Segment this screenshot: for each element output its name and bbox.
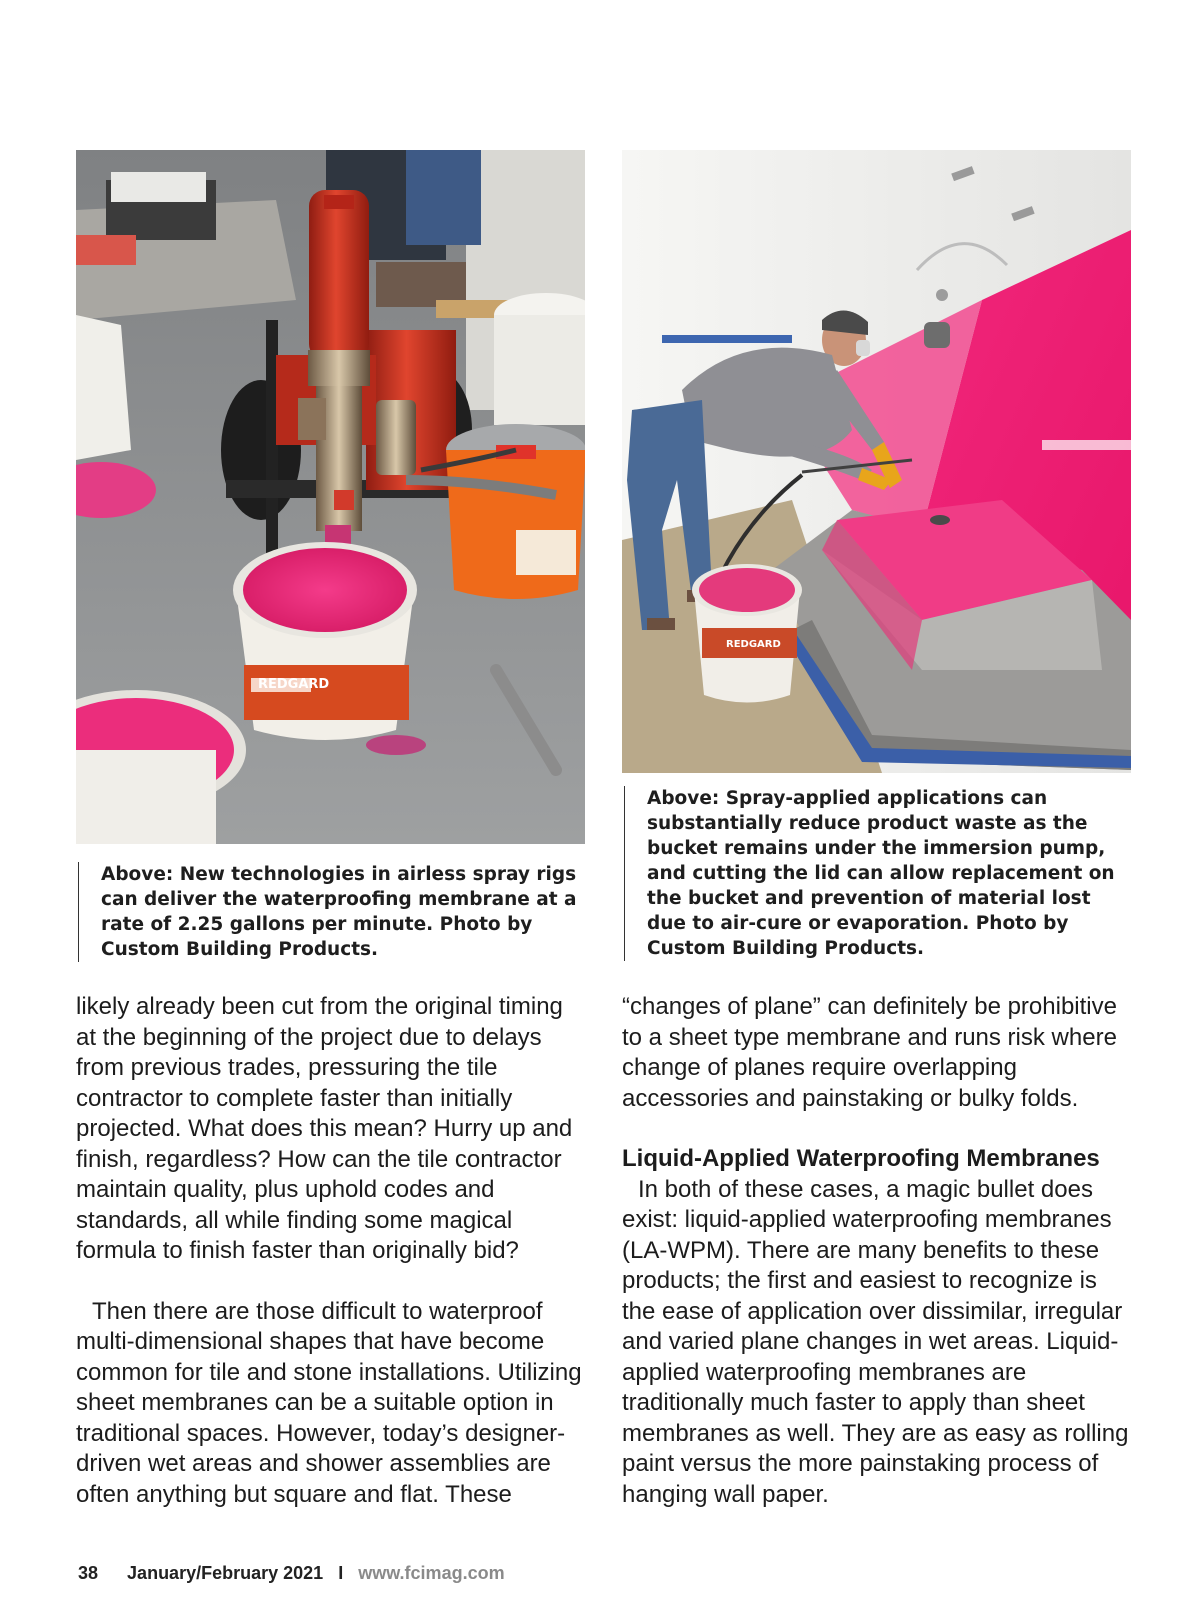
section-heading: Liquid-Applied Waterproofing Membranes xyxy=(622,1145,1100,1172)
website-link[interactable]: www.fcimag.com xyxy=(358,1563,505,1583)
footer-separator: I xyxy=(338,1563,344,1583)
body-paragraph: Then there are those difficult to waterproof multi-dimensional shapes that have become common for tile and stone installations. Utilizing sheet membranes can be a suitable option in traditional spaces. However, today’s designer-driven wet areas and shower assemblies are often anything but square and flat. These xyxy=(76,1297,582,1508)
photo-caption-left: Above: New technologies in airless spray rigs can deliver the waterproofing membrane at a rate of 2.25 gallons per minute. Photo by Custom Building Products. xyxy=(78,862,588,962)
body-column-right xyxy=(622,992,1134,1510)
body-paragraph: In both of these cases, a magic bullet does exist: liquid-applied waterproofing membranes (LA-WPM). There are many benefits to these products; the first and easiest to recognize is the ease of application over dissimilar, irregular and varied plane changes in wet areas. Liquid-applied waterproofing membranes are traditionally much faster to apply than sheet membranes as well. They are as easy as rolling paint versus the more painstaking process of hanging wall paper. xyxy=(622,1175,1129,1508)
body-paragraph: likely already been cut from the original timing at the beginning of the project due to delays from previous trades, pressuring the tile contractor to complete faster than initially projected. What does this mean? Hurry up and finish, regardless? How can the tile contractor maintain quality, plus uphold codes and standards, all while finding some magical formula to finish faster than originally bid? xyxy=(76,993,573,1264)
body-paragraph: “changes of plane” can definitely be prohibitive to a sheet type membrane and runs risk where change of planes require overlapping accessories and painstaking or bulky folds. xyxy=(622,993,1117,1112)
shower-spray-photo xyxy=(622,150,1131,773)
photo-caption-right: Above: Spray-applied applications can substantially reduce product waste as the bucket remains under the immersion pump, and cutting the lid can allow replacement on the bucket and prevention of material lost due to air-cure or evaporation. Photo by Custom Building Products. xyxy=(624,786,1134,961)
body-column-left xyxy=(76,992,588,1510)
issue-date: January/February 2021 xyxy=(127,1563,324,1583)
page-number: 38 xyxy=(78,1563,99,1583)
left-bucket-label: REDGARD xyxy=(258,677,330,692)
right-bucket-label: REDGARD xyxy=(726,639,781,650)
spray-rig-photo xyxy=(76,150,585,844)
page-footer xyxy=(78,1563,505,1584)
